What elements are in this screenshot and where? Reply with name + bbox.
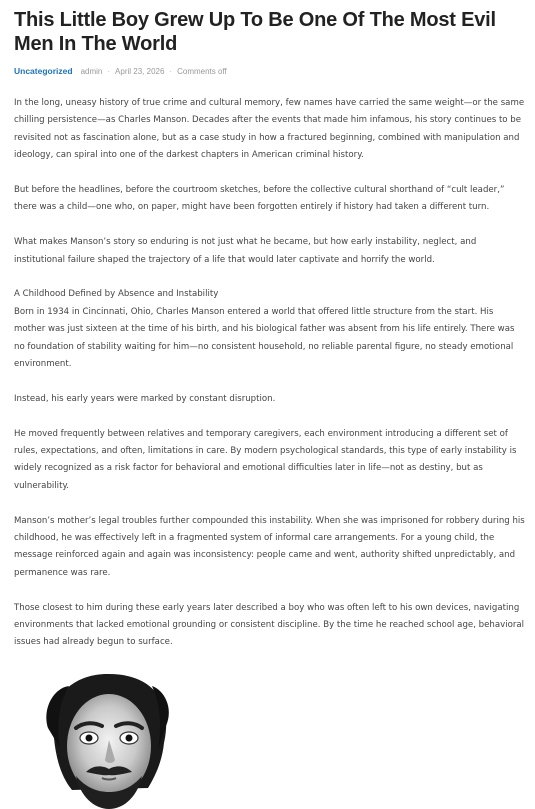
article-title: This Little Boy Grew Up To Be One Of The Most Evil Men In The World bbox=[14, 9, 496, 55]
post-meta bbox=[14, 66, 227, 76]
paragraph: But before the headlines, before the courtroom sketches, before the collective cultural shorthand of “cult leader,” there was a child—one who, on paper, might have been forgotten entirely if history had taken a different turn. bbox=[14, 185, 505, 213]
paragraph: Born in 1934 in Cincinnati, Ohio, Charles Manson entered a world that offered little structure from the start. His mother was just sixteen at the time of his birth, and his biological father was absent from his life entirely. There was no foundation of stability waiting for him—no consistent household, no reliable parental figure, no steady emotional environment. bbox=[14, 306, 515, 370]
article-body bbox=[14, 95, 526, 669]
paragraph: Those closest to him during these early years later described a boy who was often left to his own devices, navigating environments that lacked emotional grounding or consistent discipline. By the time he reached school age, behavioral issues had already begun to surface. bbox=[14, 602, 525, 648]
paragraph: He moved frequently between relatives and temporary caregivers, each environment introducing a different set of rules, expectations, and often, limitations in care. By modern psychological standards, this type of early instability is widely recognized as a risk factor for behavioral and emotional difficulties later in life—not as destiny, but as vulnerability. bbox=[14, 428, 517, 491]
author-link[interactable]: admin bbox=[80, 66, 103, 76]
paragraph: Manson’s mother’s legal troubles further compounded this instability. When she was imprisoned for robbery during his childhood, he was effectively left in a fragmented system of informal care arrangements. For a young child, the message reinforced again and again was inconsistency: people came and went, authority shifted unpredictably, and permanence was rare. bbox=[14, 515, 525, 578]
paragraph: In the long, uneasy history of true crime and cultural memory, few names have carried the same weight—or the same chilling persistence—as Charles Manson. Decades after the events that made him infamous, his story continues to be revisited not as fascination alone, but as a case study in how a fractured beginning, combined with manipulation and ideology, can spiral into one of the darkest chapters in American criminal history. bbox=[14, 98, 525, 161]
meta-separator: · bbox=[169, 66, 173, 76]
category-link[interactable]: Uncategorized bbox=[14, 66, 73, 76]
section-subheading: A Childhood Defined by Absence and Instability bbox=[14, 289, 219, 300]
paragraph: Instead, his early years were marked by constant disruption. bbox=[14, 393, 276, 404]
post-date[interactable]: April 23, 2026 bbox=[115, 66, 165, 76]
meta-separator: · bbox=[107, 66, 111, 76]
paragraph: What makes Manson’s story so enduring is not just what he became, but how early instability, neglect, and institutional failure shaped the trajectory of a life that would later captivate and horrify the world. bbox=[14, 237, 477, 265]
portrait-image bbox=[14, 668, 201, 809]
article-photo bbox=[14, 668, 201, 809]
comments-status: Comments off bbox=[177, 66, 227, 76]
